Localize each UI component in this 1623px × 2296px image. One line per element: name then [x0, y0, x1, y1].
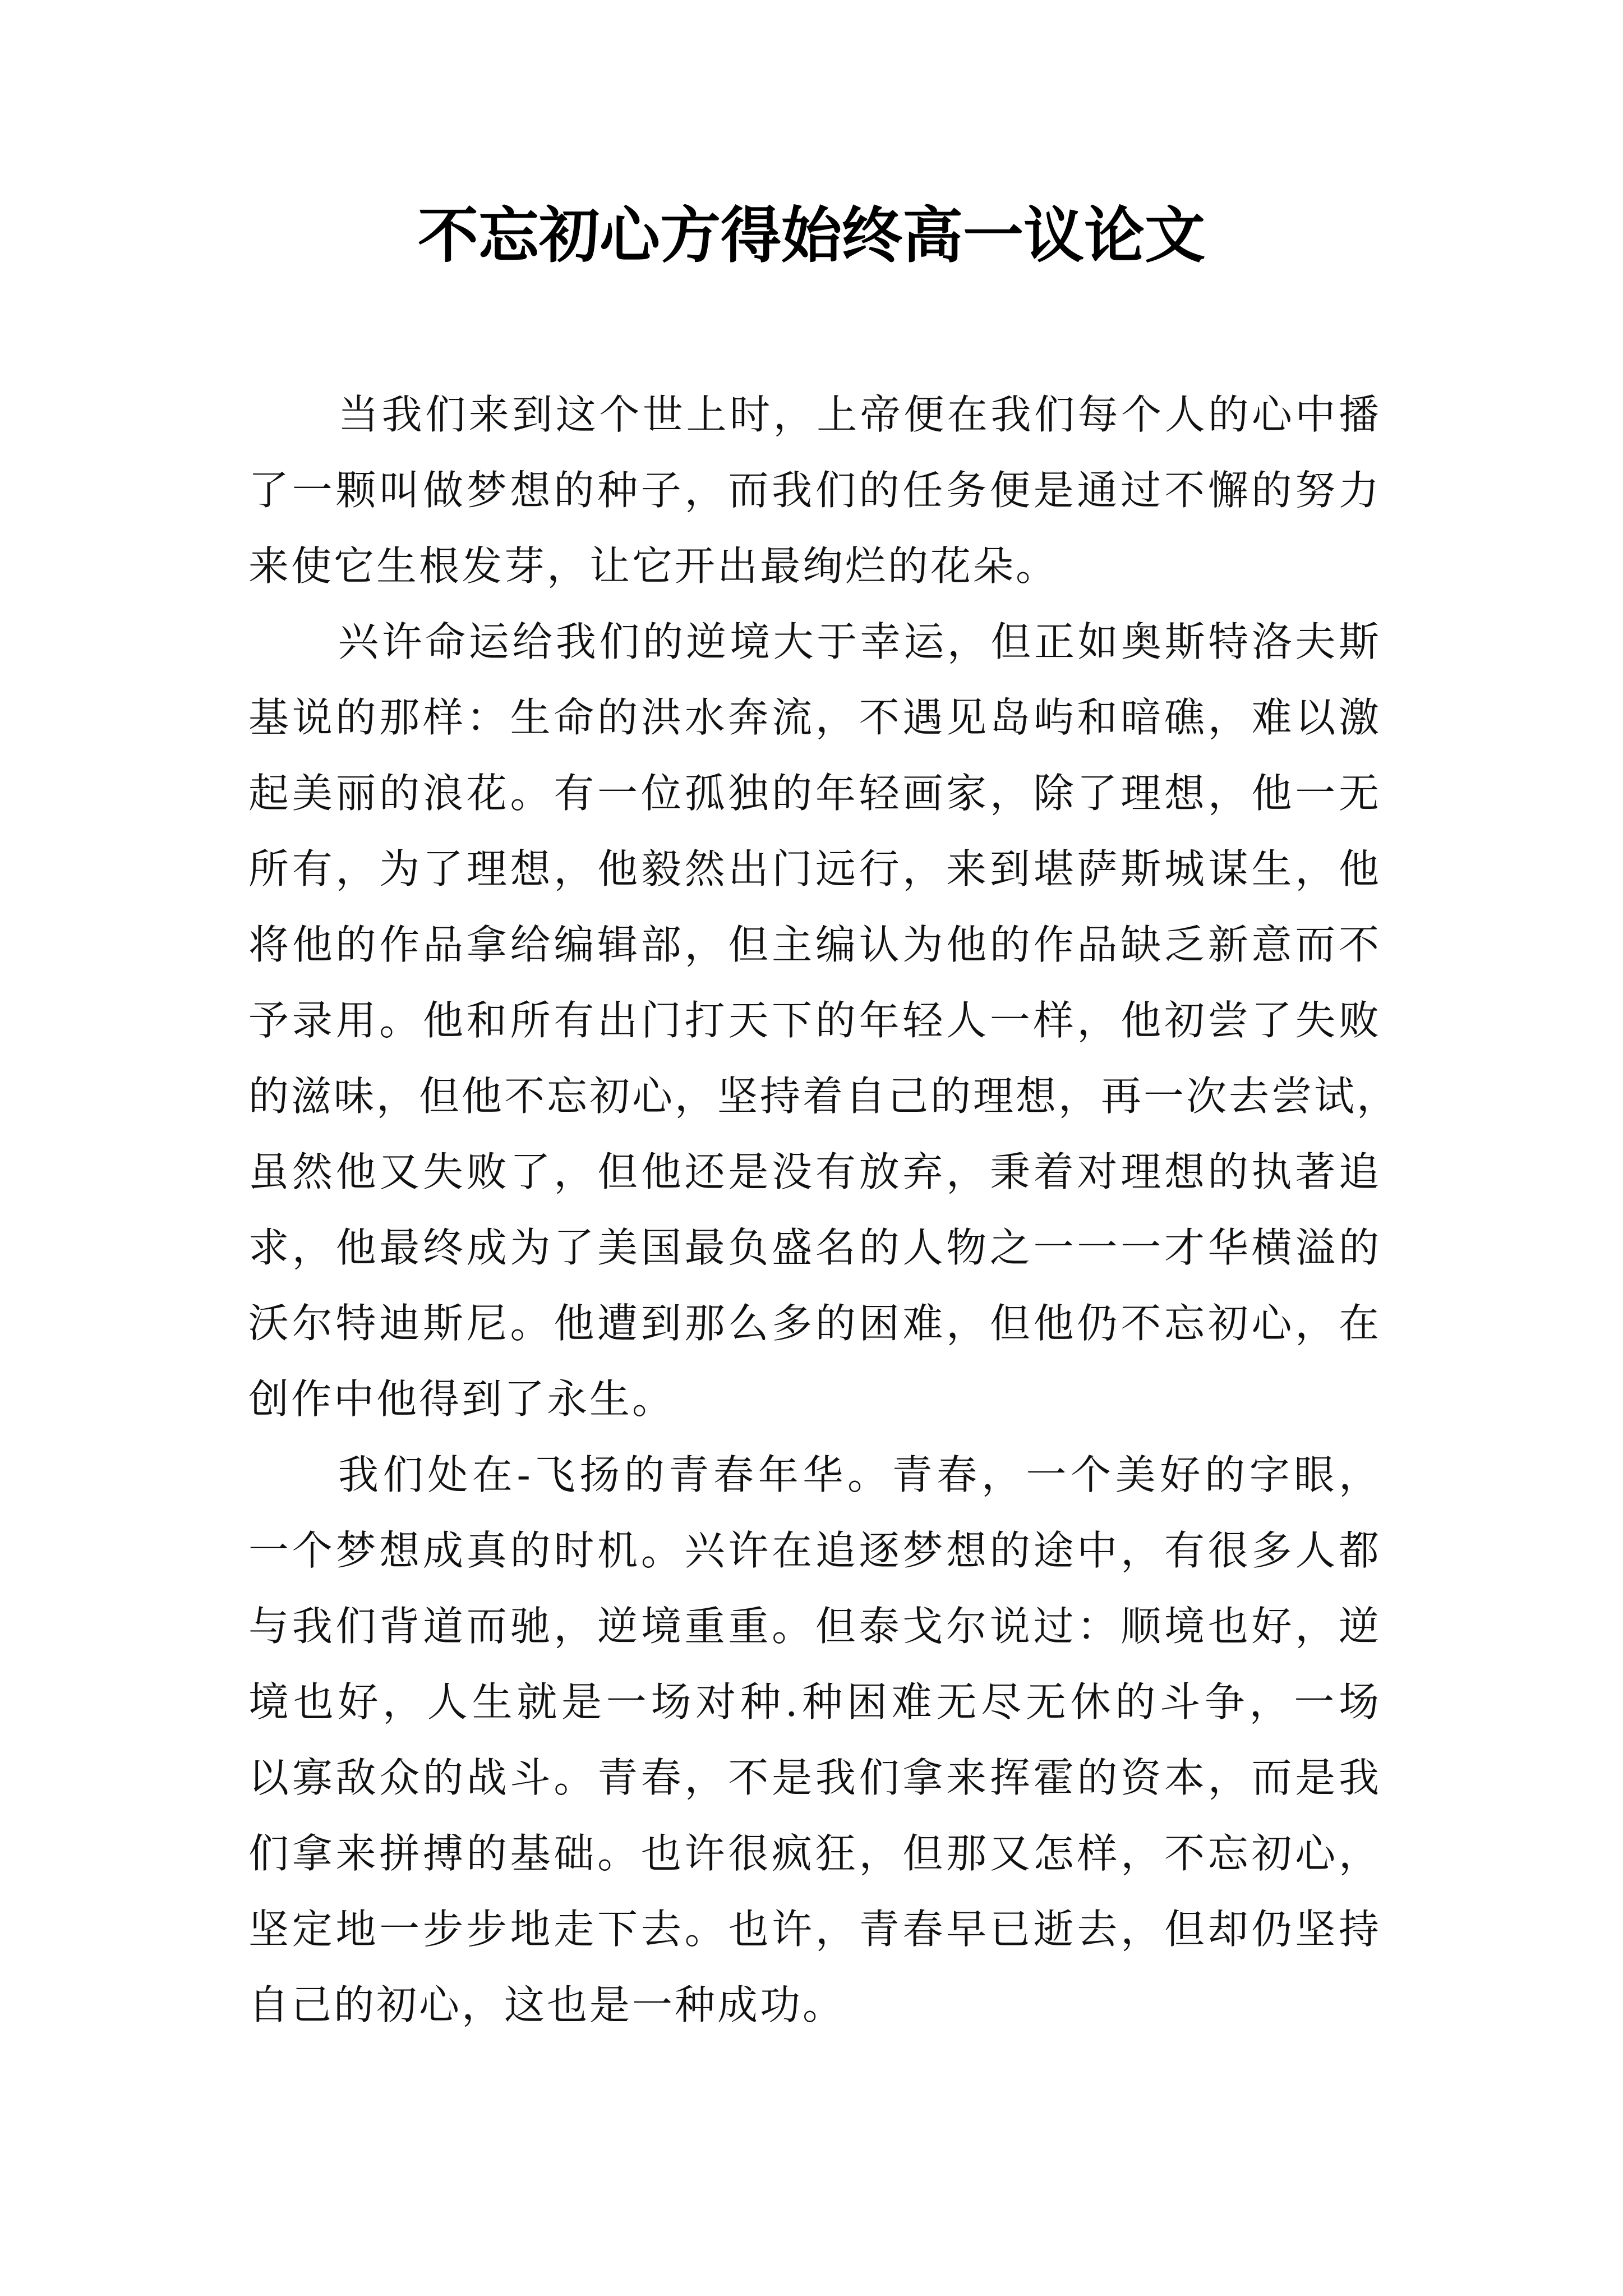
- text-line: 以寡敌众的战斗。青春，不是我们拿来挥霍的资本，而是我: [248, 1754, 1381, 1801]
- text-line: 虽然他又失败了，但他还是没有放弃，秉着对理想的执著追: [248, 1148, 1381, 1195]
- text-line: 与我们背道而驰，逆境重重。但泰戈尔说过：顺境也好，逆: [248, 1603, 1381, 1650]
- text-line: 一个梦想成真的时机。兴许在追逐梦想的途中，有很多人都: [248, 1527, 1381, 1574]
- text-line: 的滋味，但他不忘初心，坚持着自己的理想，再一次去尝试，: [248, 1073, 1400, 1120]
- text-line: 来使它生根发芽，让它开出最绚烂的花朵。: [248, 542, 1059, 590]
- document-body: [248, 377, 1400, 2043]
- text-line: 予录用。他和所有出门打天下的年轻人一样，他初尝了失败: [248, 997, 1381, 1044]
- paragraph-1: [248, 377, 1381, 604]
- text-line: 自己的初心，这也是一种成功。: [248, 1981, 846, 2028]
- text-line: 我们处在-飞扬的青春年华。青春，一个美好的字眼，: [338, 1451, 1381, 1498]
- text-line: 所有，为了理想，他毅然出门远行，来到堪萨斯城谋生，他: [248, 845, 1381, 892]
- text-line: 将他的作品拿给编辑部，但主编认为他的作品缺乏新意而不: [248, 921, 1381, 968]
- paragraph-2: [248, 604, 1400, 1437]
- text-line: 坚定地一步步地走下去。也许，青春早已逝去，但却仍坚持: [248, 1906, 1381, 1953]
- paragraph-3: [248, 1437, 1381, 2043]
- text-line: 创作中他得到了永生。: [248, 1375, 675, 1423]
- text-line: 当我们来到这个世上时，上帝便在我们每个人的心中播: [338, 391, 1381, 438]
- text-line: 求，他最终成为了美国最负盛名的人物之一一一才华横溢的: [248, 1224, 1381, 1271]
- text-line: 了一颗叫做梦想的种子，而我们的任务便是通过不懈的努力: [248, 467, 1381, 514]
- text-line: 兴许命运给我们的逆境大于幸运，但正如奥斯特洛夫斯: [338, 618, 1381, 665]
- text-line: 们拿来拼搏的基础。也许很疯狂，但那又怎样，不忘初心，: [248, 1830, 1381, 1877]
- document-title: 不忘初心方得始终高一议论文: [417, 200, 1205, 271]
- text-line: 沃尔特迪斯尼。他遭到那么多的困难，但他仍不忘初心，在: [248, 1300, 1381, 1347]
- text-line: 基说的那样：生命的洪水奔流，不遇见岛屿和暗礁，难以激: [248, 694, 1381, 741]
- text-line: 起美丽的浪花。有一位孤独的年轻画家，除了理想，他一无: [248, 770, 1381, 817]
- text-line: 境也好，人生就是一场对种.种困难无尽无休的斗争，一场: [248, 1678, 1381, 1726]
